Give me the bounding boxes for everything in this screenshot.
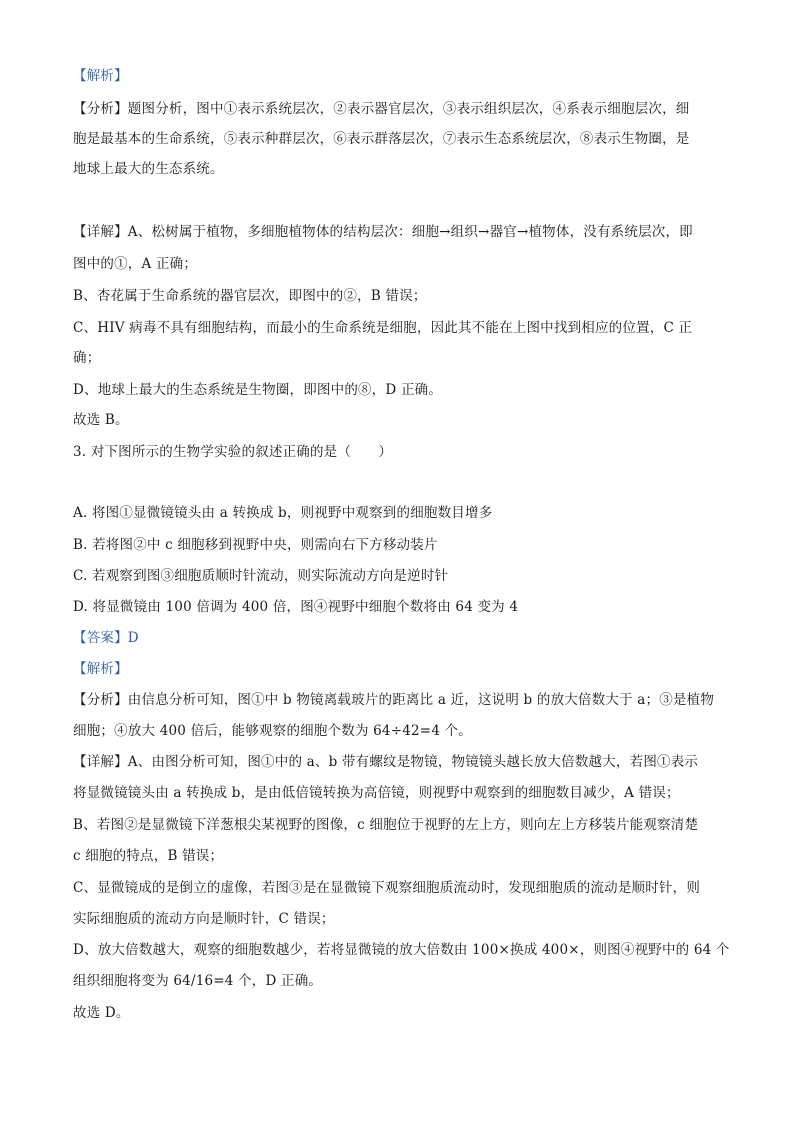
analysis-text-line: 【分析】题图分析，图中①表示系统层次，②表示器官层次，③表示组织层次，④系表示细胞层次，细 — [73, 101, 690, 117]
analysis-text-line: 细胞；④放大 400 倍后，能够观察的细胞个数为 64÷42=4 个。 — [73, 723, 473, 739]
detail-text-line: C、HIV 病毒不具有细胞结构，而最小的生命系统是细胞，因此其不能在上图中找到相应的位置，C 正 — [73, 320, 693, 336]
option-c: C. 若观察到图③细胞质顺时针流动，则实际流动方向是逆时针 — [73, 568, 449, 584]
detail-text-line: 将显微镜镜头由 a 转换成 b，是由低倍镜转换为高倍镜，则视野中观察到的细胞数目减少，A 错误； — [73, 785, 680, 801]
detail-text-line: C、显微镜成的是倒立的虚像，若图③是在显微镜下观察细胞质流动时，发现细胞质的流动是顺时针，则 — [73, 880, 701, 896]
detail-text-line: B、若图②是显微镜下洋葱根尖某视野的图像，c 细胞位于视野的左上方，则向左上方移装片能观察清楚 — [73, 817, 699, 833]
choice-conclusion: 故选 D。 — [73, 1005, 130, 1021]
detail-text-line: B、杏花属于生命系统的器官层次，即图中的②，B 错误； — [73, 288, 427, 304]
detail-text-line: 确； — [73, 350, 101, 366]
analysis-text-line: 地球上最大的生态系统。 — [73, 161, 224, 177]
analysis-text-line: 【分析】由信息分析可知，图①中 b 物镜离载玻片的距离比 a 近，这说明 b 的放大倍数大于 a；③是植物 — [73, 692, 715, 708]
detail-text-line: 实际细胞质的流动方向是顺时针，C 错误； — [73, 911, 335, 927]
detail-text-line: D、放大倍数越大，观察的细胞数越少，若将显微镜的放大倍数由 100×换成 400×，则图④视野中的 64 个 — [73, 942, 730, 958]
option-a: A. 将图①显微镜镜头由 a 转换成 b，则视野中观察到的细胞数目增多 — [73, 505, 493, 521]
detail-text-line: 组织细胞将变为 64/16=4 个，D 正确。 — [73, 973, 323, 989]
detail-text-line: D、地球上最大的生态系统是生物圈，即图中的⑧，D 正确。 — [73, 382, 443, 398]
detail-text-line: 【详解】A、松树属于植物，多细胞植物体的结构层次：细胞→组织→器官→植物体，没有系统层次，即 — [73, 224, 693, 240]
option-b: B. 若将图②中 c 细胞移到视野中央，则需向右下方移动装片 — [73, 537, 438, 553]
analysis-text-line: 胞是最基本的生命系统，⑤表示种群层次，⑥表示群落层次，⑦表示生态系统层次，⑧表示生物圈，是 — [73, 131, 690, 147]
detail-text-line: c 细胞的特点，B 错误； — [73, 848, 224, 864]
question-stem: 3. 对下图所示的生物学实验的叙述正确的是（ ） — [73, 444, 393, 460]
analysis-heading: 【解析】 — [73, 661, 128, 677]
detail-text-line: 图中的①，A 正确； — [73, 256, 198, 272]
option-d: D. 将显微镜由 100 倍调为 400 倍，图④视野中细胞个数将由 64 变为 4 — [73, 599, 519, 615]
analysis-heading: 【解析】 — [73, 68, 128, 84]
choice-conclusion: 故选 B。 — [73, 412, 129, 428]
answer-heading: 【答案】D — [73, 630, 139, 646]
detail-text-line: 【详解】A、由图分析可知，图①中的 a、b 带有螺纹是物镜，物镜镜头越长放大倍数越大，若图①表示 — [73, 754, 699, 770]
